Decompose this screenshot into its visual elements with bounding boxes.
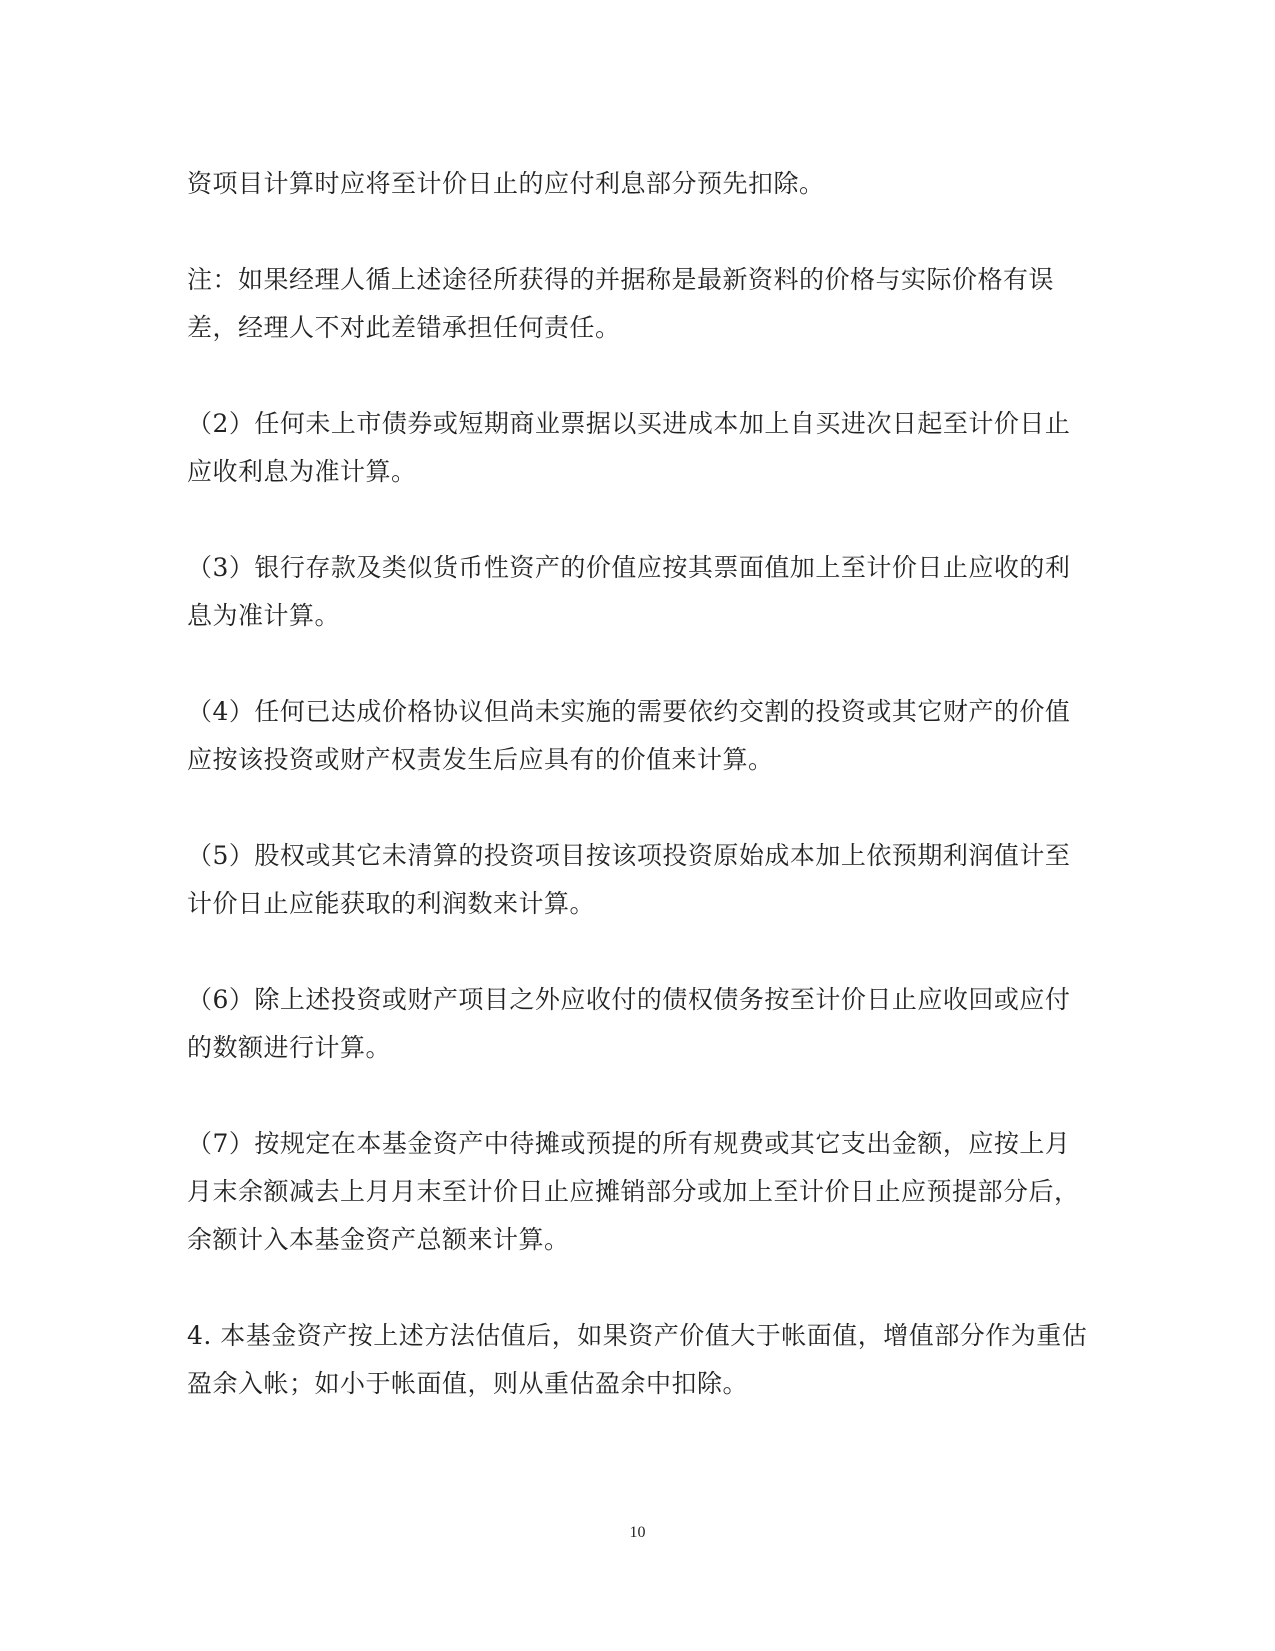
document-body bbox=[187, 160, 1092, 1456]
paragraph-continuation: 资项目计算时应将至计价日止的应付利息部分预先扣除。 bbox=[187, 169, 825, 198]
page-number: 10 bbox=[629, 1524, 646, 1541]
paragraph-note: 注：如果经理人循上述途径所获得的并据称是最新资料的价格与实际价格有误差，经理人不对此差错承担任何责任。 bbox=[187, 265, 1055, 342]
paragraph-section-4: 4. 本基金资产按上述方法估值后，如果资产价值大于帐面值，增值部分作为重估盈余入帐；如小于帐面值，则从重估盈余中扣除。 bbox=[187, 1321, 1088, 1398]
paragraph-item-7: （7）按规定在本基金资产中待摊或预提的所有规费或其它支出金额，应按上月月末余额减去上月月末至计价日止应摊销部分或加上至计价日止应预提部分后，余额计入本基金资产总额来计算。 bbox=[187, 1129, 1080, 1254]
paragraph-item-2: （2）任何未上市债券或短期商业票据以买进成本加上自买进次日起至计价日止应收利息为准计算。 bbox=[187, 409, 1071, 486]
paragraph-item-5: （5）股权或其它未清算的投资项目按该项投资原始成本加上依预期利润值计至计价日止应能获取的利润数来计算。 bbox=[187, 841, 1071, 918]
paragraph-item-4: （4）任何已达成价格协议但尚未实施的需要依约交割的投资或其它财产的价值应按该投资或财产权责发生后应具有的价值来计算。 bbox=[187, 697, 1071, 774]
paragraph-item-3: （3）银行存款及类似货币性资产的价值应按其票面值加上至计价日止应收的利息为准计算。 bbox=[187, 553, 1071, 630]
paragraph-item-6: （6）除上述投资或财产项目之外应收付的债权债务按至计价日止应收回或应付的数额进行计算。 bbox=[187, 985, 1071, 1062]
